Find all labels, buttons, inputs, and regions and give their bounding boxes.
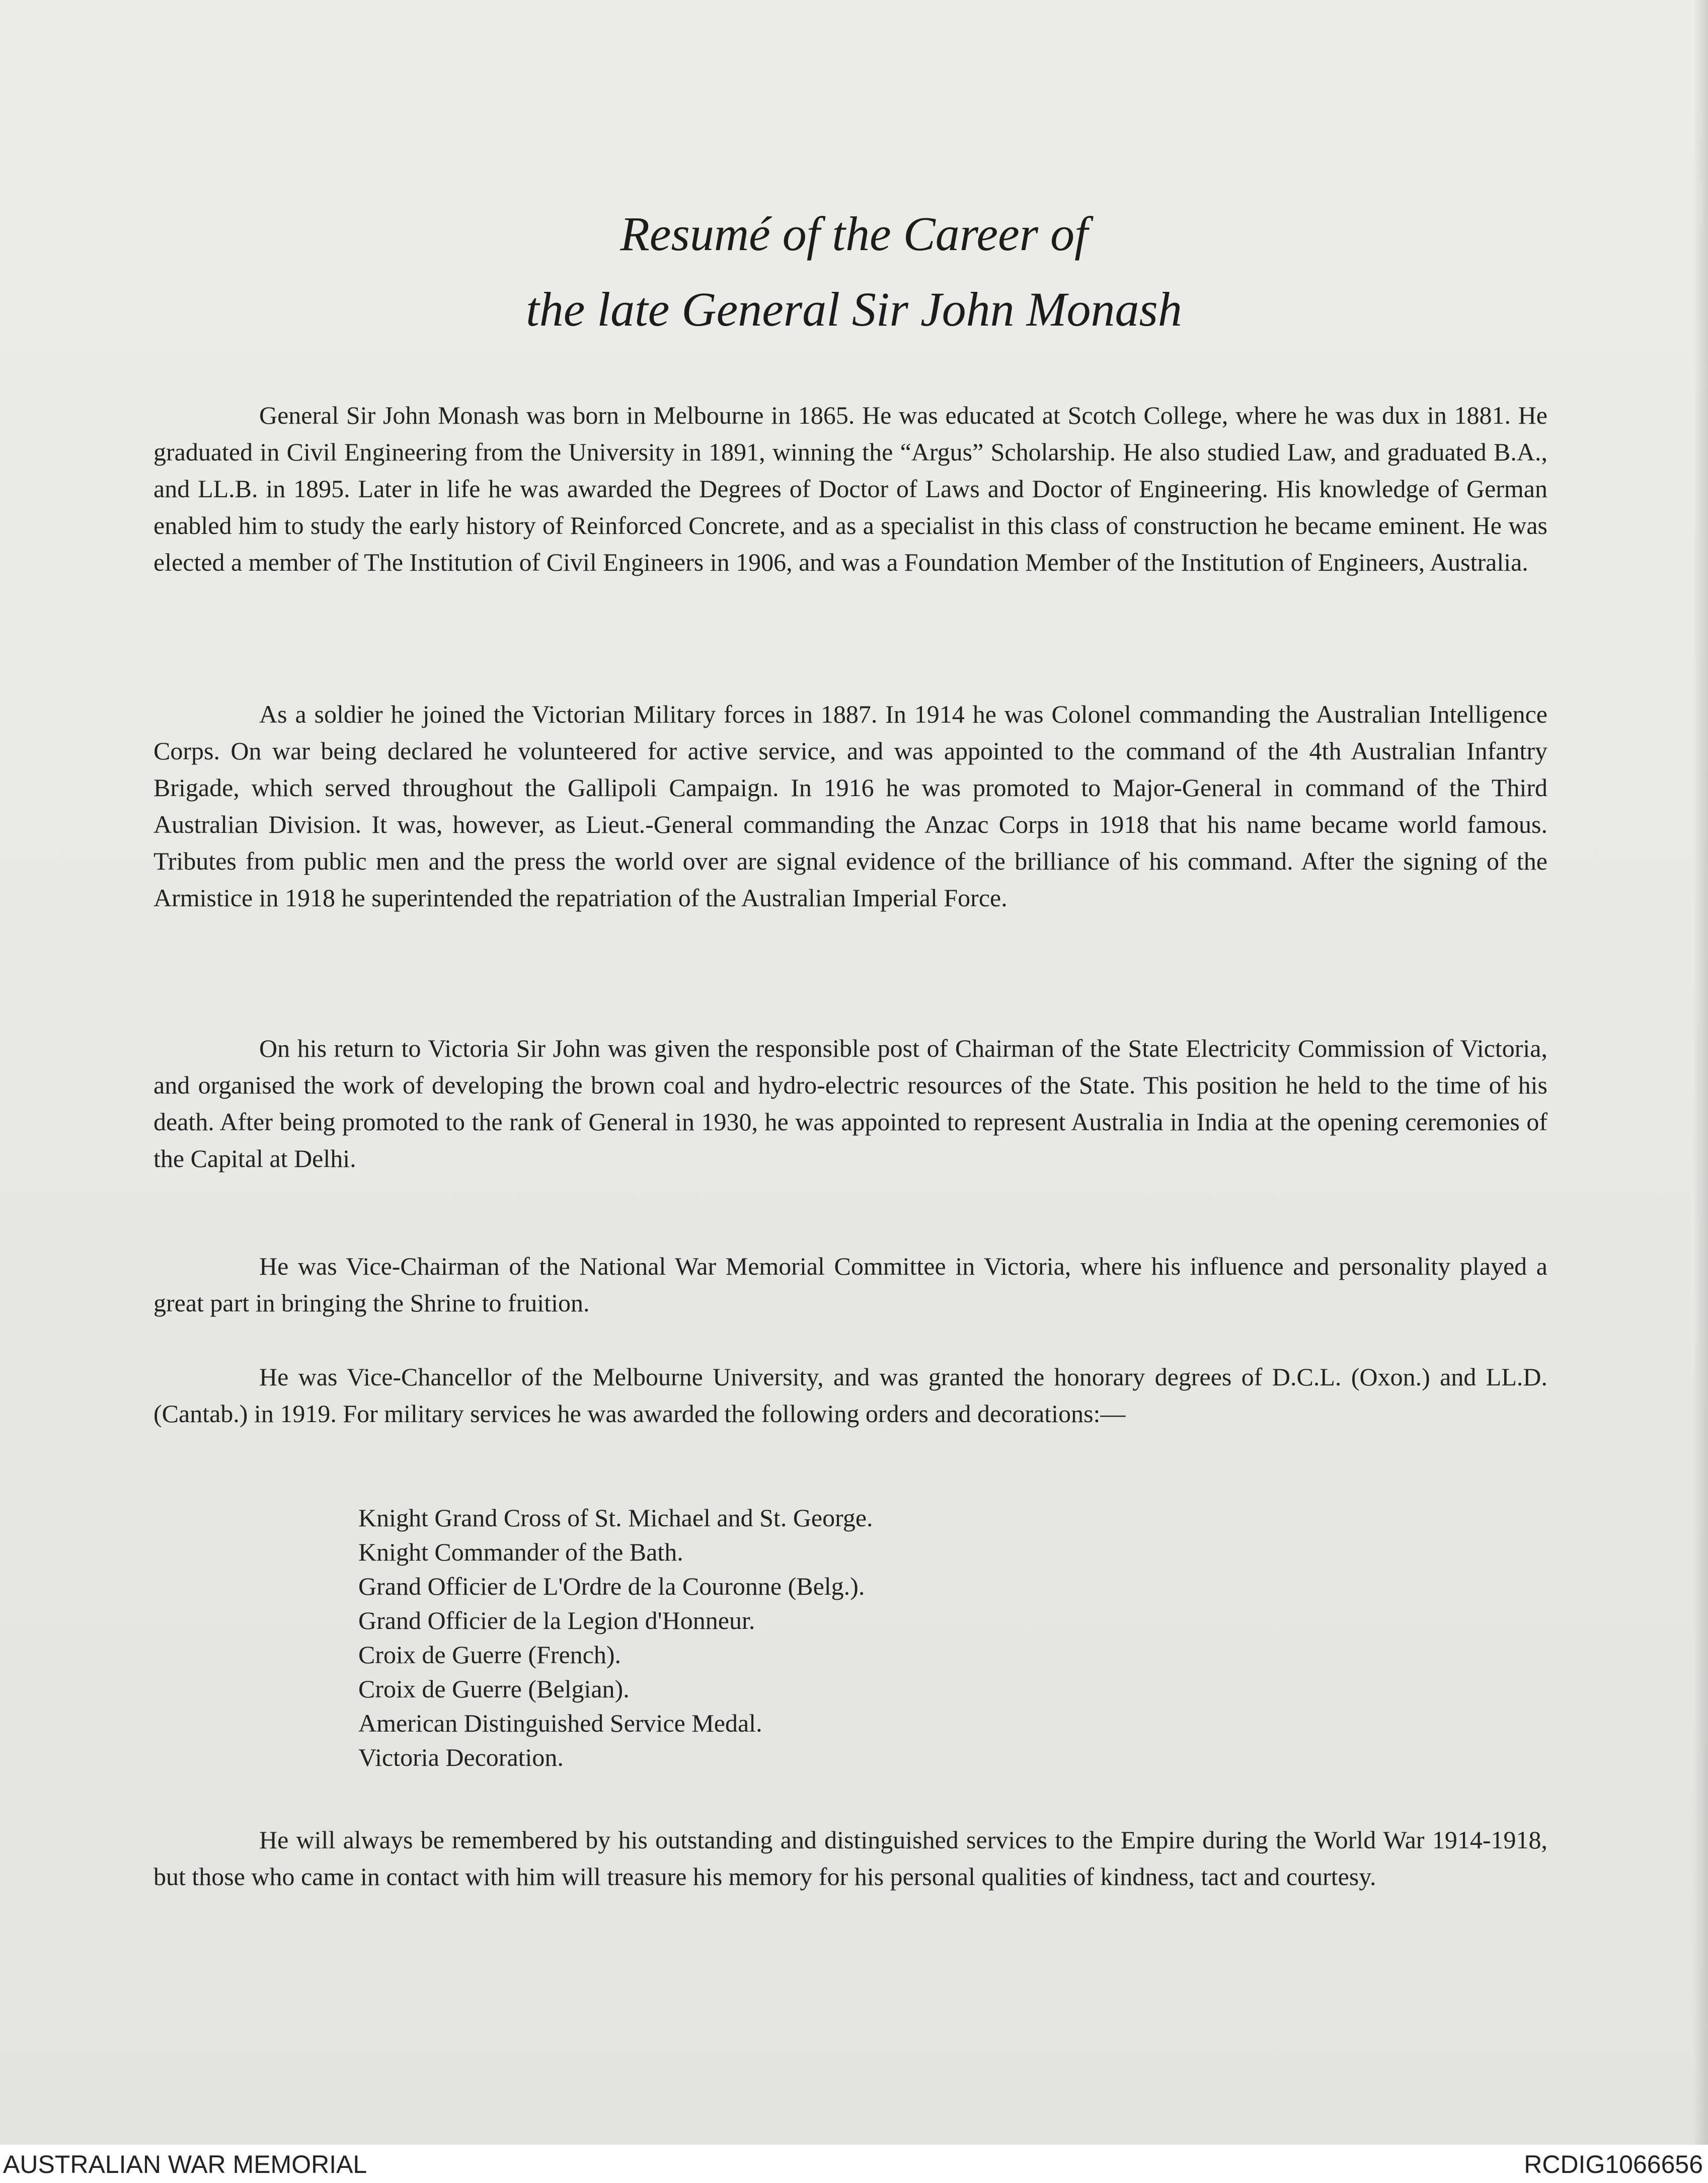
decorations-list	[358, 1501, 873, 1774]
document-title-line-2: the late General Sir John Monash	[526, 282, 1182, 336]
list-item: American Distinguished Service Medal.	[358, 1709, 762, 1737]
footer-record-id: RCDIG1066656	[1524, 2150, 1703, 2178]
list-item: Grand Officier de L'Ordre de la Couronne (Belg.).	[358, 1572, 865, 1600]
list-item: Grand Officier de la Legion d'Honneur.	[358, 1606, 755, 1634]
paragraph-electricity-commission: On his return to Victoria Sir John was given the responsible post of Chairman of the State Electricity Commission of Victoria, and organised the work of developing the brown coal and hydro-electric resources of the State. This position he held to the time of his death. After being promoted to the rank of General in 1930, he was appointed to represent Australia in India at the opening ceremonies of the Capital at Delhi.	[153, 1034, 1547, 1173]
document-title-line-1: Resumé of the Career of	[620, 207, 1088, 261]
footer-institution: AUSTRALIAN WAR MEMORIAL	[3, 2150, 367, 2178]
list-item: Croix de Guerre (Belgian).	[358, 1675, 630, 1703]
archive-footer	[0, 2145, 1708, 2183]
paragraph-military-career: As a soldier he joined the Victorian Military forces in 1887. In 1914 he was Colonel commanding the Australian Intelligence Corps. On war being declared he volunteered for active service, and was appointed to the command of the 4th Australian Infantry Brigade, which served throughout the Gallipoli Campaign. In 1916 he was promoted to Major-General in command of the Third Australian Division. It was, however, as Lieut.-General commanding the Anzac Corps in 1918 that his name became world famous. Tributes from public men and the press the world over are signal evidence of the brilliance of his command. After the signing of the Armistice in 1918 he superintended the repatriation of the Australian Imperial Force.	[153, 700, 1547, 912]
list-item: Victoria Decoration.	[358, 1743, 564, 1771]
paragraph-closing: He will always be remembered by his outstanding and distinguished services to the Empire during the World War 1914-1918, but those who came in contact with him will treasure his memory for his personal qualities of kindness, tact and courtesy.	[153, 1826, 1547, 1891]
paragraph-university: He was Vice-Chancellor of the Melbourne University, and was granted the honorary degrees of D.C.L. (Oxon.) and LL.D. (Cantab.) in 1919. For military services he was awarded the following orders and decorations:—	[153, 1363, 1547, 1428]
paragraph-early-life: General Sir John Monash was born in Melbourne in 1865. He was educated at Scotch College, where he was dux in 1881. He graduated in Civil Engineering from the University in 1891, winning the “Argus” Scholarship. He also studied Law, and graduated B.A., and LL.B. in 1895. Later in life he was awarded the Degrees of Doctor of Laws and Doctor of Engineering. His knowledge of German enabled him to study the early history of Reinforced Concrete, and as a specialist in this class of construction he became eminent. He was elected a member of The Institution of Civil Engineers in 1906, and was a Foundation Member of the Institution of Engineers, Australia.	[153, 401, 1547, 576]
list-item: Knight Grand Cross of St. Michael and St. George.	[358, 1504, 873, 1532]
paragraph-war-memorial: He was Vice-Chairman of the National War Memorial Committee in Victoria, where his influence and personality played a great part in bringing the Shrine to fruition.	[153, 1252, 1547, 1317]
list-item: Knight Commander of the Bath.	[358, 1538, 683, 1566]
list-item: Croix de Guerre (French).	[358, 1641, 622, 1669]
